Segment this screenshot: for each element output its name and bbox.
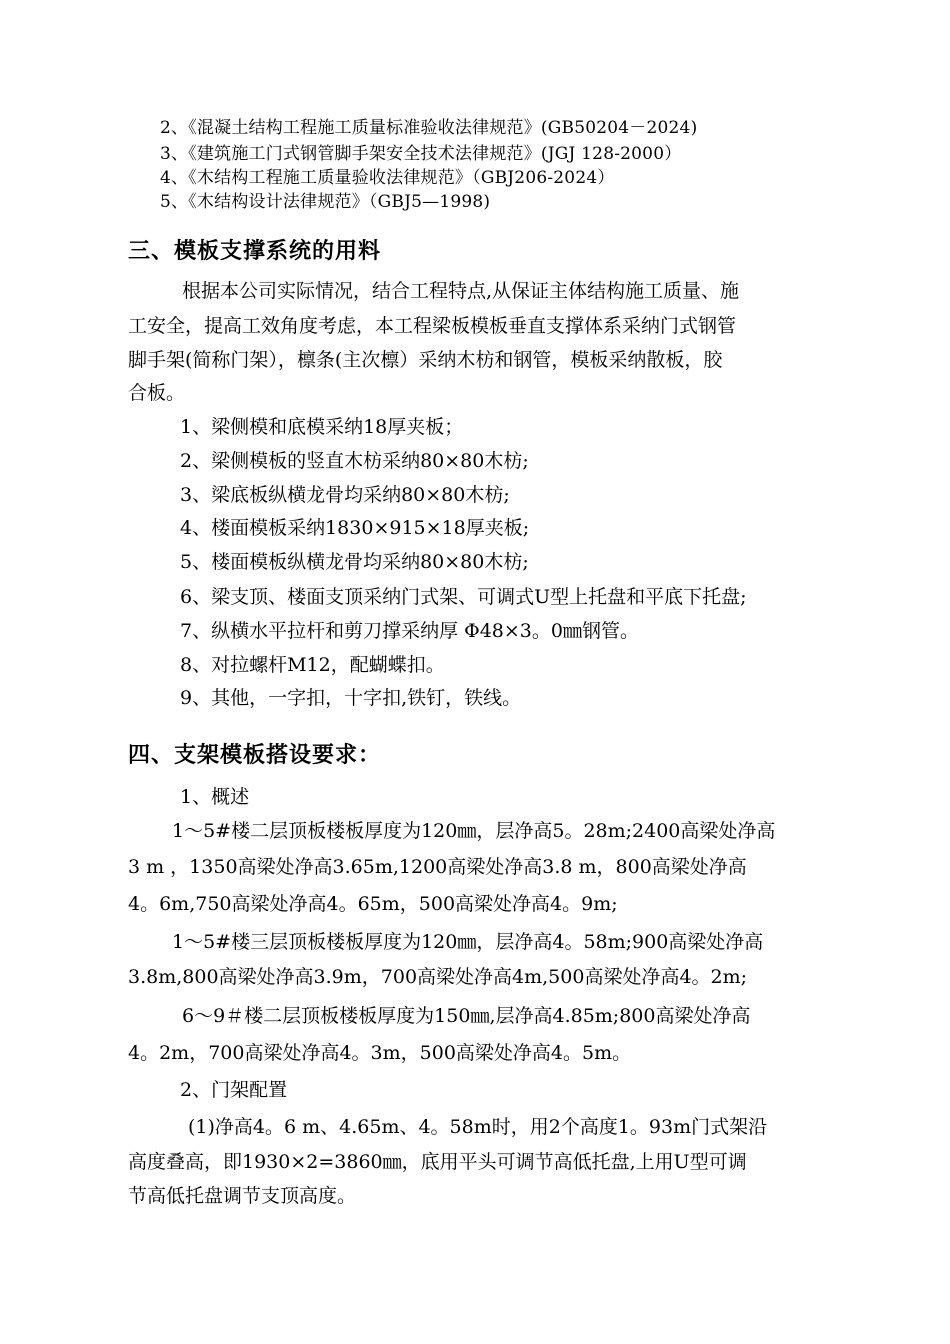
material-item-1: 1、梁侧模和底模采纳18厚夹板； bbox=[180, 416, 464, 438]
overview-line: 4。2m，700高梁处净高4。3m，500高梁处净高4。5m。 bbox=[128, 1042, 632, 1064]
reference-5: 5、《木结构设计法律规范》（GBJ5—1998) bbox=[160, 192, 491, 212]
overview-line: 1～5#楼三层顶板楼板厚度为120㎜，层净高4。58m;900高梁处净高 bbox=[172, 931, 764, 953]
material-item-3: 3、梁底板纵横龙骨均采纳80×80木枋; bbox=[180, 484, 510, 506]
config-line: (1)净高4。6 m、4.65m、4。58m时，用2个高度1。93m门式架沿 bbox=[188, 1116, 768, 1138]
section-4-heading: 四、支架模板搭设要求： bbox=[128, 742, 382, 768]
section-3-intro-line: 工安全，提高工效角度考虑，本工程梁板模板垂直支撑体系采纳门式钢管 bbox=[128, 315, 737, 337]
config-line: 高度叠高，即1930×2=3860㎜，底用平头可调节高低托盘,上用U型可调 bbox=[128, 1151, 747, 1173]
subsection-config-title: 2、门架配置 bbox=[180, 1079, 288, 1101]
material-item-7: 7、纵横水平拉杆和剪刀撑采纳厚 Φ48×3。0㎜钢管。 bbox=[180, 620, 639, 642]
config-line: 节高低托盘调节支顶高度。 bbox=[128, 1185, 357, 1207]
section-3-heading: 三、模板支撑系统的用料 bbox=[128, 238, 382, 264]
subsection-overview-title: 1、概述 bbox=[180, 786, 250, 808]
reference-4: 4、《木结构工程施工质量验收法律规范》（GBJ206-2024） bbox=[160, 168, 615, 188]
overview-line: 4。6m,750高梁处净高4。65m，500高梁处净高4。9m; bbox=[128, 893, 618, 915]
material-item-9: 9、其他，一字扣，十字扣,铁钉，铁线。 bbox=[180, 687, 522, 709]
overview-line: 3 m ，1350高梁处净高3.65m,1200高梁处净高3.8 m，800高梁处净高 bbox=[128, 856, 747, 878]
material-item-2: 2、梁侧模板的竖直木枋采纳80×80木枋; bbox=[180, 450, 529, 472]
reference-3: 3、《建筑施工门式钢管脚手架安全技术法律规范》(JGJ 128-2000） bbox=[160, 144, 682, 164]
material-item-6: 6、梁支顶、楼面支顶采纳门式架、可调式U型上托盘和平底下托盘; bbox=[180, 586, 747, 608]
section-3-intro-line: 合板。 bbox=[128, 382, 186, 404]
material-item-5: 5、楼面模板纵横龙骨均采纳80×80木枋; bbox=[180, 551, 529, 573]
material-item-8: 8、对拉螺杆M12，配蝴蝶扣。 bbox=[180, 654, 445, 676]
section-3-intro-line: 根据本公司实际情况，结合工程特点,从保证主体结构施工质量、施 bbox=[182, 280, 740, 302]
overview-line: 1～5#楼二层顶板楼板厚度为120㎜，层净高5。28m;2400高梁处净高 bbox=[172, 820, 776, 842]
overview-line: 6～9＃楼二层顶板楼板厚度为150㎜,层净高4.85m;800高梁处净高 bbox=[182, 1005, 751, 1027]
overview-line: 3.8m,800高梁处净高3.9m，700高梁处净高4m,500高梁处净高4。2m; bbox=[128, 966, 748, 988]
section-3-intro-line: 脚手架(简称门架），檩条(主次檩）采纳木枋和钢管，模板采纳散板，胶 bbox=[128, 349, 723, 371]
material-item-4: 4、楼面模板采纳1830×915×18厚夹板; bbox=[180, 517, 530, 539]
reference-2: 2、《混凝土结构工程施工质量标准验收法律规范》(GB50204－2024) bbox=[160, 118, 698, 138]
